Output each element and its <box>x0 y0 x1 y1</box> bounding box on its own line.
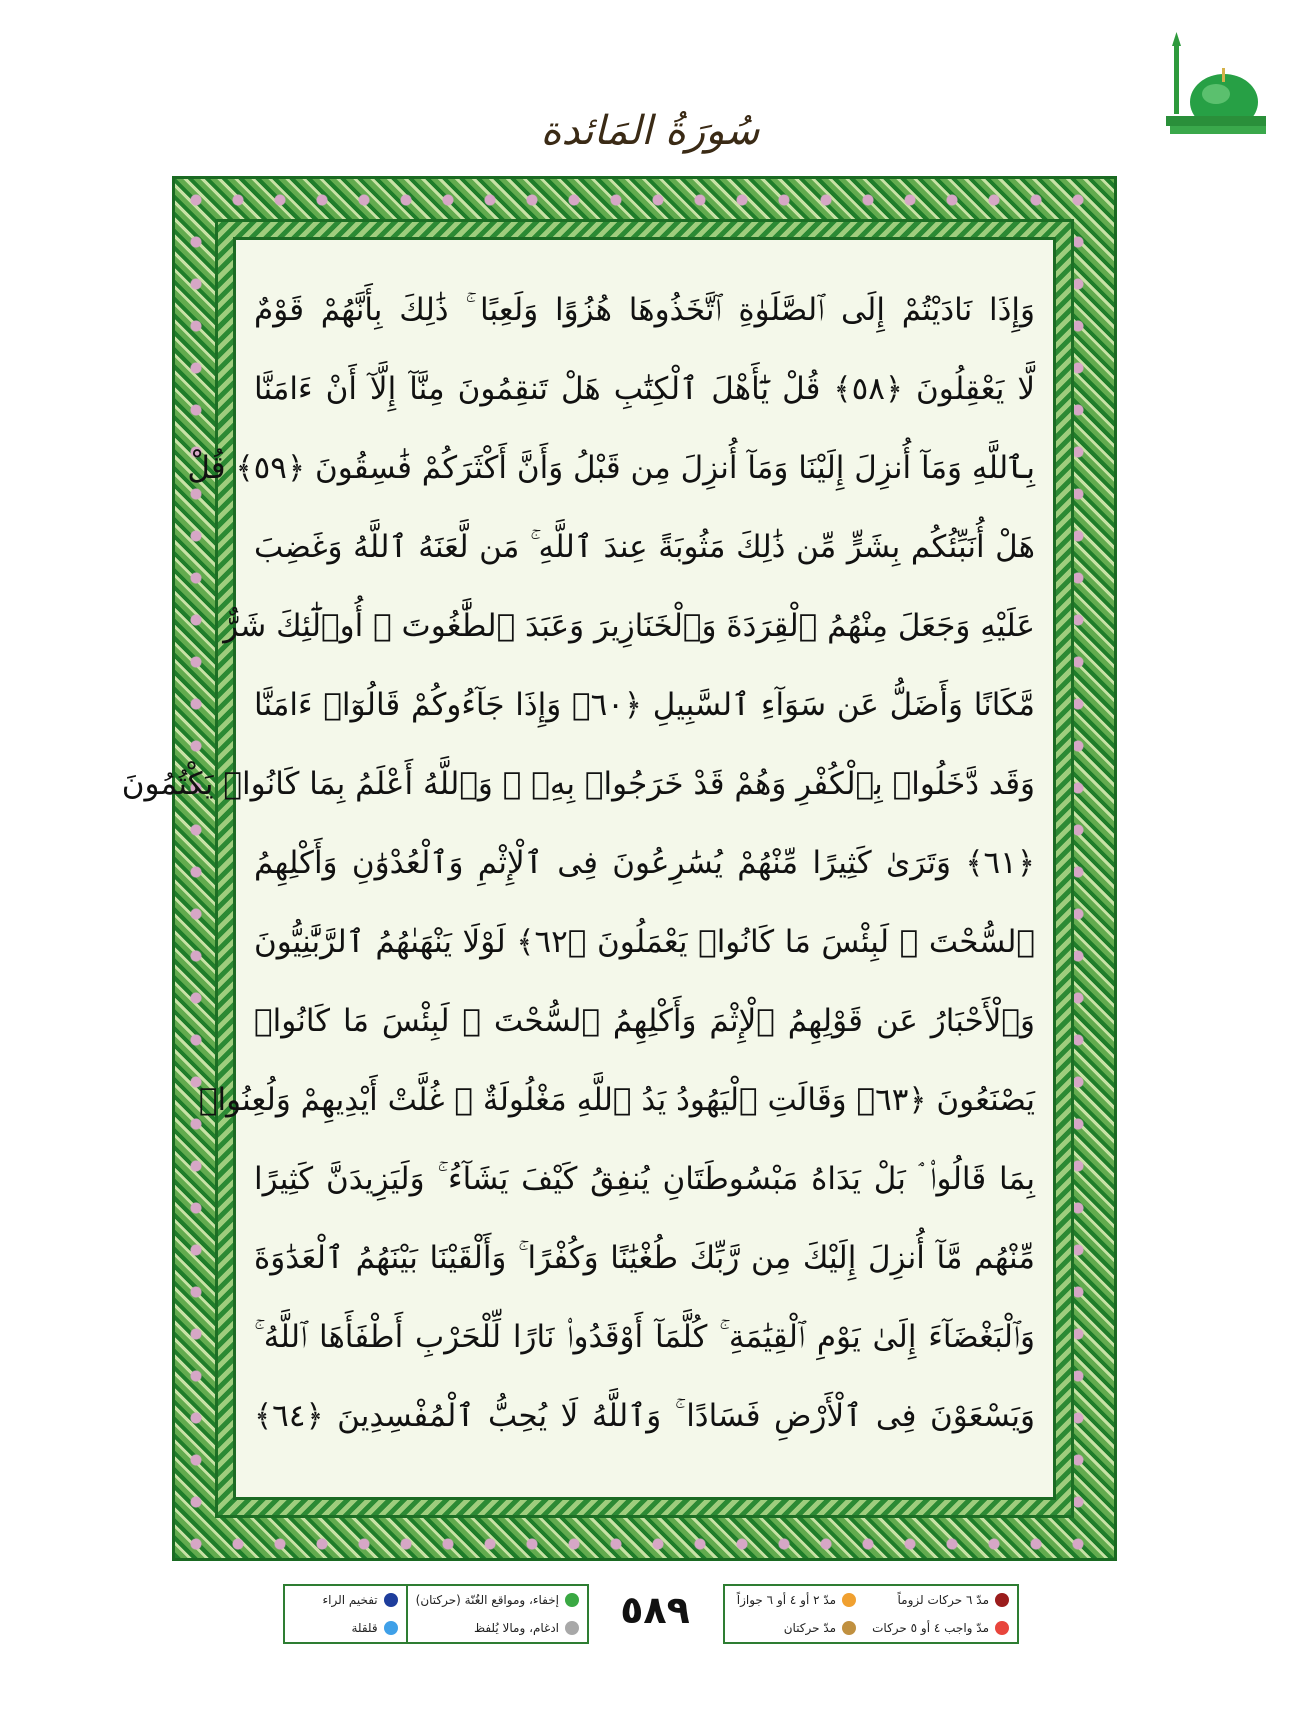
tajweed-legend-ghunna <box>283 1584 589 1644</box>
legend-dot-icon <box>565 1621 579 1635</box>
page-number: ٥٨٩ <box>620 1588 690 1632</box>
legend-item: تفخيم الراء <box>285 1586 406 1614</box>
legend-item: ادغام، ومالا يُلفظ <box>406 1614 587 1642</box>
legend-dot-icon <box>995 1621 1009 1635</box>
verse-line: وَيَسْعَوْنَ فِى ٱلْأَرْضِ فَسَادًا ۚ وَٱللَّهُ لَا يُحِبُّ ٱلْمُفْسِدِينَ ﴿٦٤﴾ <box>254 1398 1035 1434</box>
verse-line: وَقَد دَّخَلُوا۟ بِٱلْكُفْرِ وَهُمْ قَدْ خَرَجُوا۟ بِهِۦ ۚ وَٱللَّهُ أَعْلَمُ بِمَا كَانُوا۟ يَكْتُمُونَ <box>121 766 1035 802</box>
verse-line: وَٱلْبَغْضَآءَ إِلَىٰ يَوْمِ ٱلْقِيَٰمَةِ ۚ كُلَّمَآ أَوْقَدُوا۟ نَارًا لِّلْحَرْبِ أَطْفَأَهَا ٱللَّهُ ۚ <box>254 1319 1035 1355</box>
verse-line: وَٱلْأَحْبَارُ عَن قَوْلِهِمُ ٱلْإِثْمَ وَأَكْلِهِمُ ٱلسُّحْتَ ۚ لَبِئْسَ مَا كَانُوا۟ <box>254 1003 1035 1039</box>
verse-line: هَلْ أُنَبِّئُكُم بِشَرٍّ مِّن ذَٰلِكَ مَثُوبَةً عِندَ ٱللَّهِ ۚ مَن لَّعَنَهُ ٱللَّهُ وَغَضِبَ <box>254 529 1035 565</box>
legend-item: إخفاء، ومواقع الغُنّة (حركتان) <box>406 1586 587 1614</box>
legend-dot-icon <box>842 1593 856 1607</box>
legend-item: قلقلة <box>285 1614 406 1642</box>
legend-item: مدّ ٦ حركات لزوماً <box>864 1586 1017 1614</box>
legend-item: مدّ ٢ أو ٤ أو ٦ جوازاً <box>725 1586 864 1614</box>
legend-dot-icon <box>384 1593 398 1607</box>
legend-item: مدّ حركتان <box>725 1614 864 1642</box>
legend-item: مدّ واجب ٤ أو ٥ حركات <box>864 1614 1017 1642</box>
verse-line: مَّكَانًا وَأَضَلُّ عَن سَوَآءِ ٱلسَّبِيلِ ﴿٦٠﴾ وَإِذَا جَآءُوكُمْ قَالُوٓا۟ ءَامَنَّا <box>254 687 1035 723</box>
verse-line: مِّنْهُم مَّآ أُنزِلَ إِلَيْكَ مِن رَّبِّكَ طُغْيَٰنًا وَكُفْرًا ۚ وَأَلْقَيْنَا بَيْنَهُمُ ٱلْعَدَٰوَةَ <box>254 1240 1035 1276</box>
verse-line: بِمَا قَالُوا۟ ۘ بَلْ يَدَاهُ مَبْسُوطَتَانِ يُنفِقُ كَيْفَ يَشَآءُ ۚ وَلَيَزِيدَنَّ كَثِيرًا <box>254 1161 1035 1197</box>
green-dome-mosque-icon <box>1166 30 1266 140</box>
verse-line: يَصْنَعُونَ ﴿٦٣﴾ وَقَالَتِ ٱلْيَهُودُ يَدُ ٱللَّهِ مَغْلُولَةٌ ۚ غُلَّتْ أَيْدِيهِمْ وَلُعِنُوا۟ <box>198 1082 1035 1118</box>
verse-line: وَإِذَا نَادَيْتُمْ إِلَى ٱلصَّلَوٰةِ ٱتَّخَذُوهَا هُزُوًا وَلَعِبًا ۚ ذَٰلِكَ بِأَنَّهُمْ قَوْمٌ <box>254 292 1035 328</box>
legend-dot-icon <box>995 1593 1009 1607</box>
verse-line: بِٱللَّهِ وَمَآ أُنزِلَ إِلَيْنَا وَمَآ أُنزِلَ مِن قَبْلُ وَأَنَّ أَكْثَرَكُمْ فَٰسِقُونَ ﴿٥٩﴾ قُلْ <box>187 450 1035 486</box>
verse-line: لَّا يَعْقِلُونَ ﴿٥٨﴾ قُلْ يَٰٓأَهْلَ ٱلْكِتَٰبِ هَلْ تَنقِمُونَ مِنَّآ إِلَّآ أَنْ ءَامَنَّا <box>254 371 1036 407</box>
tajweed-legend-madd <box>723 1584 1019 1644</box>
surah-title: سُورَةُ المَائدة <box>540 108 760 154</box>
verse-line: عَلَيْهِ وَجَعَلَ مِنْهُمُ ٱلْقِرَدَةَ وَٱلْخَنَازِيرَ وَعَبَدَ ٱلطَّٰغُوتَ ۚ أُو۟لَٰٓئِكَ شَرٌّ <box>223 608 1035 644</box>
legend-dot-icon <box>842 1621 856 1635</box>
legend-dot-icon <box>565 1593 579 1607</box>
verse-line: ﴿٦١﴾ وَتَرَىٰ كَثِيرًا مِّنْهُمْ يُسَٰرِعُونَ فِى ٱلْإِثْمِ وَٱلْعُدْوَٰنِ وَأَكْلِهِمُ <box>254 845 1035 881</box>
verse-panel <box>121 237 1056 1500</box>
ornamental-frame <box>121 176 1117 1561</box>
verse-line: ٱلسُّحْتَ ۚ لَبِئْسَ مَا كَانُوا۟ يَعْمَلُونَ ﴿٦٢﴾ لَوْلَا يَنْهَىٰهُمُ ٱلرَّبَّٰنِيُّونَ <box>254 924 1035 960</box>
legend-dot-icon <box>384 1621 398 1635</box>
